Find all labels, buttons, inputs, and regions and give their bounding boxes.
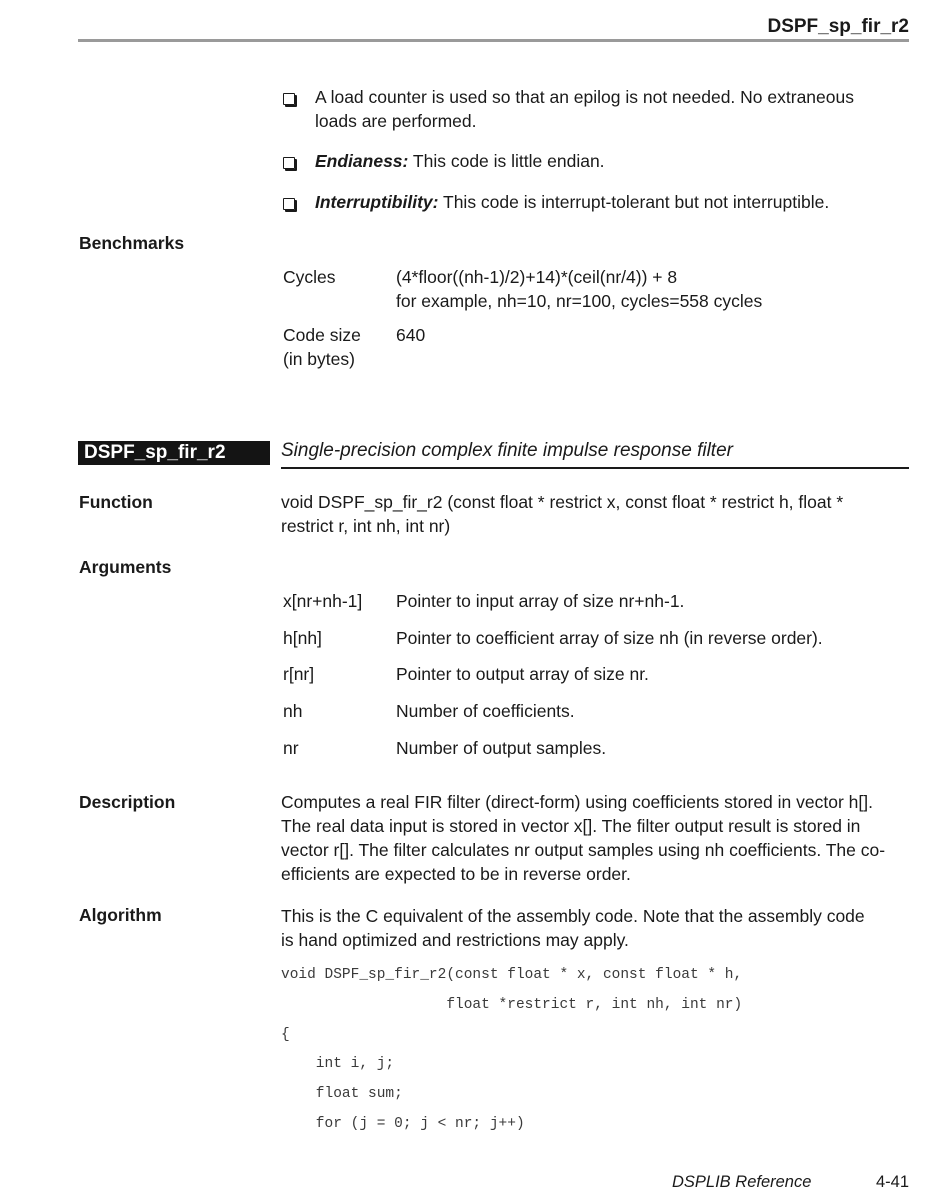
argument-description: Number of output samples.	[396, 738, 607, 758]
benchmark-key-line: (in bytes)	[283, 349, 355, 369]
benchmark-value-line: for example, nh=10, nr=100, cycles=558 cycles	[396, 291, 763, 311]
argument-description: Number of coefficients.	[396, 701, 575, 721]
function-signature-line: void DSPF_sp_fir_r2 (const float * restrict x, const float * restrict h, float *	[281, 492, 844, 512]
section-heading: Single-precision complex finite impulse response filter	[281, 440, 733, 461]
description-label: Description	[79, 792, 176, 812]
function-label: Function	[79, 492, 153, 512]
function-signature	[281, 490, 921, 538]
benchmark-key-line: Code size	[283, 325, 361, 345]
section-rule	[281, 467, 909, 469]
algorithm-label: Algorithm	[79, 905, 162, 925]
benchmarks-label: Benchmarks	[79, 233, 185, 253]
argument-description: Pointer to output array of size nr.	[396, 664, 649, 684]
bullet-item-endianess	[315, 149, 605, 173]
benchmark-key-code-size	[283, 323, 361, 371]
bullet-text: A load counter is used so that an epilog is not needed. No extraneous	[315, 87, 854, 107]
code-line: void DSPF_sp_fir_r2(const float * x, const float * h,	[281, 967, 743, 983]
section-tag: DSPF_sp_fir_r2	[78, 441, 270, 465]
bullet-item-load-counter	[315, 85, 915, 133]
code-line: float sum;	[281, 1086, 403, 1102]
bullet-box-icon	[283, 157, 295, 169]
argument-description: Pointer to input array of size nr+nh-1.	[396, 591, 685, 611]
bullet-text-continued: loads are performed.	[315, 111, 477, 131]
description-line: vector r[]. The filter calculates nr output samples using nh coefficients. The co-	[281, 840, 886, 860]
algorithm-text	[281, 904, 921, 952]
benchmark-value-cycles	[396, 265, 762, 313]
argument-name: r[nr]	[283, 664, 315, 684]
bullet-item-interruptibility	[315, 190, 829, 214]
bullet-text: This code is little endian.	[408, 151, 605, 171]
arguments-label: Arguments	[79, 557, 172, 577]
code-line: int i, j;	[281, 1056, 395, 1072]
bullet-box-icon	[283, 93, 295, 105]
description-line: efficients are expected to be in reverse order.	[281, 864, 631, 884]
benchmark-value-line: (4*floor((nh-1)/2)+14)*(ceil(nr/4)) + 8	[396, 267, 678, 287]
bullet-label: Interruptibility:	[315, 192, 439, 212]
argument-name: x[nr+nh-1]	[283, 591, 363, 611]
footer-page-number: 4-41	[875, 1173, 909, 1191]
description-line: The real data input is stored in vector x[]. The filter output result is stored in	[281, 816, 861, 836]
description-line: Computes a real FIR filter (direct-form) using coefficients stored in vector h[].	[281, 792, 873, 812]
bullet-label: Endianess:	[315, 151, 409, 171]
bullet-box-icon	[283, 198, 295, 210]
code-line: for (j = 0; j < nr; j++)	[281, 1116, 525, 1132]
argument-name: nh	[283, 701, 303, 721]
code-line: float *restrict r, int nh, int nr)	[281, 997, 743, 1013]
description-text	[281, 790, 921, 886]
bullet-text: This code is interrupt-tolerant but not interruptible.	[438, 192, 830, 212]
algorithm-line: is hand optimized and restrictions may apply.	[281, 930, 629, 950]
argument-description: Pointer to coefficient array of size nh (in reverse order).	[396, 628, 823, 648]
argument-name: nr	[283, 738, 299, 758]
argument-name: h[nh]	[283, 628, 322, 648]
page-header-title: DSPF_sp_fir_r2	[767, 16, 909, 37]
algorithm-line: This is the C equivalent of the assembly code. Note that the assembly code	[281, 906, 865, 926]
code-line: {	[281, 1027, 290, 1043]
footer-reference: DSPLIB Reference	[672, 1173, 812, 1191]
benchmark-value-code-size: 640	[396, 325, 426, 345]
header-rule	[78, 39, 909, 42]
function-signature-line: restrict r, int nh, int nr)	[281, 516, 451, 536]
benchmark-key-cycles: Cycles	[283, 267, 336, 287]
